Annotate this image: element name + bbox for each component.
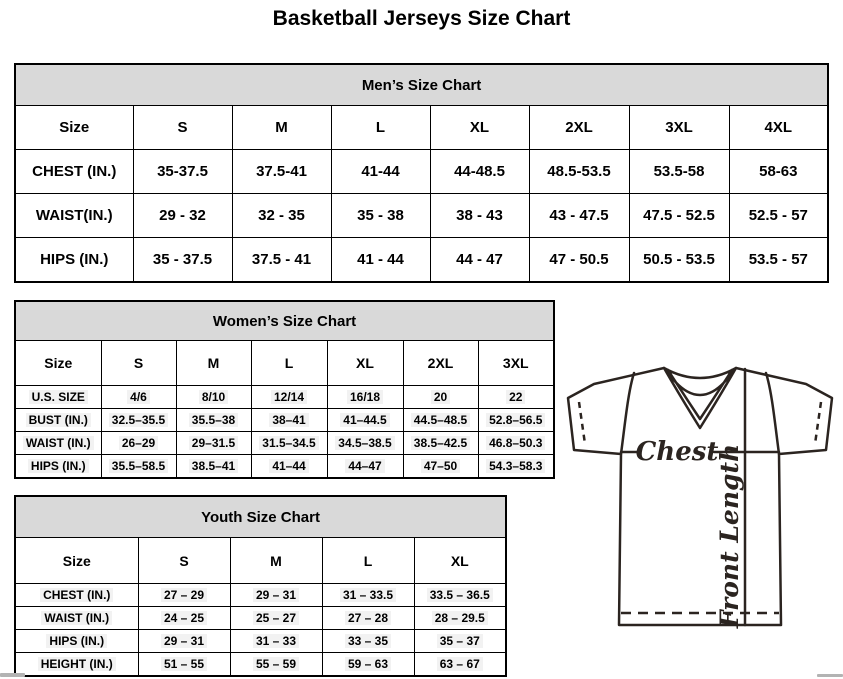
- table-row: [15, 150, 828, 194]
- table-cell: 48.5-53.5: [529, 150, 629, 194]
- table-cell: 47.5 - 52.5: [629, 194, 729, 238]
- table-row: [15, 238, 828, 283]
- row-label: WAIST (IN.): [15, 607, 138, 630]
- table-cell: 41 - 44: [331, 238, 430, 283]
- chest-label: Chest: [635, 437, 719, 467]
- column-header: XL: [327, 341, 403, 386]
- table-cell: 29–31.5: [176, 432, 251, 455]
- column-header: 3XL: [629, 106, 729, 150]
- table-row: [15, 455, 554, 479]
- table-row: [15, 630, 506, 653]
- table-cell: 32 - 35: [232, 194, 331, 238]
- womens-column-header-row: [15, 341, 554, 386]
- column-header: 2XL: [529, 106, 629, 150]
- horizontal-scrollbar-right[interactable]: [817, 674, 843, 677]
- table-cell: 12/14: [251, 386, 327, 409]
- column-header: Size: [15, 538, 138, 584]
- table-cell: 43 - 47.5: [529, 194, 629, 238]
- table-cell: 35 - 37.5: [133, 238, 232, 283]
- table-cell: 33.5 – 36.5: [414, 584, 506, 607]
- youth-size-table: [14, 495, 507, 677]
- column-header: M: [176, 341, 251, 386]
- table-cell: 32.5–35.5: [101, 409, 176, 432]
- table-cell: 54.3–58.3: [478, 455, 554, 479]
- table-cell: 52.8–56.5: [478, 409, 554, 432]
- table-cell: 53.5-58: [629, 150, 729, 194]
- column-header: M: [230, 538, 322, 584]
- table-cell: 44.5–48.5: [403, 409, 478, 432]
- table-row: [15, 432, 554, 455]
- row-label: CHEST (IN.): [15, 150, 133, 194]
- jersey-outline: [568, 368, 832, 625]
- page-title: Basketball Jerseys Size Chart: [272, 7, 571, 30]
- jersey-collar: [664, 368, 736, 428]
- column-header: XL: [414, 538, 506, 584]
- column-header: S: [101, 341, 176, 386]
- table-cell: 28 – 29.5: [414, 607, 506, 630]
- table-cell: 52.5 - 57: [729, 194, 828, 238]
- table-cell: 41-44: [331, 150, 430, 194]
- table-cell: 58-63: [729, 150, 828, 194]
- table-cell: 25 – 27: [230, 607, 322, 630]
- row-label: WAIST(IN.): [15, 194, 133, 238]
- youth-column-header-row: [15, 538, 506, 584]
- table-cell: 35-37.5: [133, 150, 232, 194]
- table-cell: 55 – 59: [230, 653, 322, 677]
- table-cell: 47–50: [403, 455, 478, 479]
- table-cell: 50.5 - 53.5: [629, 238, 729, 283]
- table-cell: 37.5-41: [232, 150, 331, 194]
- table-cell: 44 - 47: [430, 238, 529, 283]
- table-cell: 44-48.5: [430, 150, 529, 194]
- table-cell: 27 – 29: [138, 584, 230, 607]
- table-cell: 51 – 55: [138, 653, 230, 677]
- table-row: [15, 607, 506, 630]
- row-label: HIPS (IN.): [15, 630, 138, 653]
- table-cell: 31.5–34.5: [251, 432, 327, 455]
- table-row: [15, 409, 554, 432]
- table-row: [15, 194, 828, 238]
- youth-table-header: Youth Size Chart: [15, 496, 506, 538]
- table-cell: 27 – 28: [322, 607, 414, 630]
- table-cell: 31 – 33: [230, 630, 322, 653]
- table-cell: 20: [403, 386, 478, 409]
- row-label: HEIGHT (IN.): [15, 653, 138, 677]
- table-cell: 29 - 32: [133, 194, 232, 238]
- table-cell: 53.5 - 57: [729, 238, 828, 283]
- column-header: L: [331, 106, 430, 150]
- table-cell: 41–44: [251, 455, 327, 479]
- table-cell: 35 – 37: [414, 630, 506, 653]
- table-row: [15, 386, 554, 409]
- column-header: 2XL: [403, 341, 478, 386]
- row-label: U.S. SIZE: [15, 386, 101, 409]
- table-cell: 46.8–50.3: [478, 432, 554, 455]
- column-header: Size: [15, 341, 101, 386]
- table-cell: 31 – 33.5: [322, 584, 414, 607]
- table-cell: 24 – 25: [138, 607, 230, 630]
- table-cell: 8/10: [176, 386, 251, 409]
- column-header: L: [322, 538, 414, 584]
- row-label: BUST (IN.): [15, 409, 101, 432]
- row-label: WAIST (IN.): [15, 432, 101, 455]
- column-header: 4XL: [729, 106, 828, 150]
- table-cell: 22: [478, 386, 554, 409]
- column-header: Size: [15, 106, 133, 150]
- table-cell: 44–47: [327, 455, 403, 479]
- table-cell: 47 - 50.5: [529, 238, 629, 283]
- mens-size-table: [14, 63, 829, 283]
- column-header: 3XL: [478, 341, 554, 386]
- row-label: HIPS (IN.): [15, 455, 101, 479]
- table-cell: 38–41: [251, 409, 327, 432]
- table-cell: 33 – 35: [322, 630, 414, 653]
- table-cell: 38.5–41: [176, 455, 251, 479]
- table-cell: 35 - 38: [331, 194, 430, 238]
- table-cell: 63 – 67: [414, 653, 506, 677]
- table-cell: 35.5–38: [176, 409, 251, 432]
- table-cell: 38 - 43: [430, 194, 529, 238]
- column-header: L: [251, 341, 327, 386]
- table-cell: 29 – 31: [138, 630, 230, 653]
- table-row: [15, 584, 506, 607]
- mens-column-header-row: [15, 106, 828, 150]
- table-cell: 38.5–42.5: [403, 432, 478, 455]
- column-header: S: [133, 106, 232, 150]
- table-cell: 35.5–58.5: [101, 455, 176, 479]
- table-cell: 41–44.5: [327, 409, 403, 432]
- horizontal-scrollbar-left[interactable]: [0, 673, 25, 677]
- table-cell: 37.5 - 41: [232, 238, 331, 283]
- column-header: M: [232, 106, 331, 150]
- mens-table-header: Men’s Size Chart: [15, 64, 828, 106]
- womens-size-table: [14, 300, 555, 479]
- table-row: [15, 653, 506, 677]
- front-length-label: Front Length: [715, 443, 744, 629]
- table-cell: 59 – 63: [322, 653, 414, 677]
- table-cell: 4/6: [101, 386, 176, 409]
- table-cell: 34.5–38.5: [327, 432, 403, 455]
- table-cell: 29 – 31: [230, 584, 322, 607]
- row-label: CHEST (IN.): [15, 584, 138, 607]
- table-cell: 26–29: [101, 432, 176, 455]
- column-header: S: [138, 538, 230, 584]
- jersey-measurement-diagram: [558, 362, 842, 632]
- row-label: HIPS (IN.): [15, 238, 133, 283]
- table-cell: 16/18: [327, 386, 403, 409]
- womens-table-header: Women’s Size Chart: [15, 301, 554, 341]
- column-header: XL: [430, 106, 529, 150]
